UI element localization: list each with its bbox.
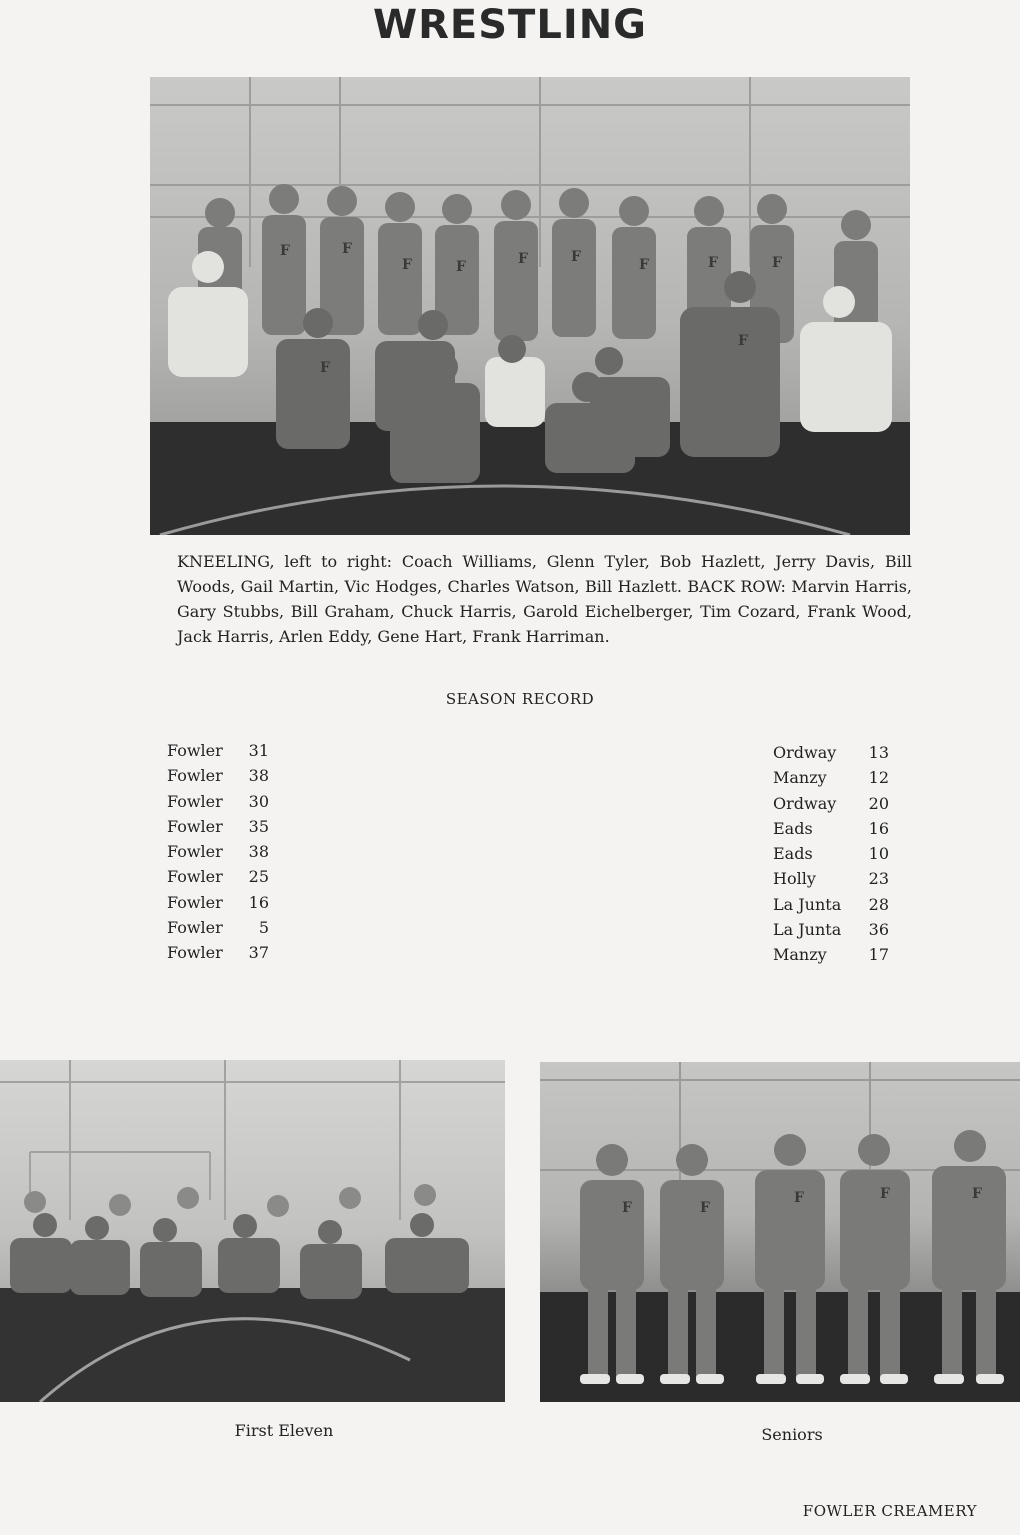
score-row bbox=[167, 864, 269, 889]
team-name: Holly bbox=[773, 869, 816, 889]
svg-text:F: F bbox=[342, 241, 352, 257]
score-row bbox=[167, 940, 269, 965]
score-row bbox=[773, 765, 889, 790]
svg-text:F: F bbox=[456, 259, 466, 275]
score-row bbox=[773, 942, 889, 967]
team-name: Fowler bbox=[167, 816, 223, 836]
seniors-photo bbox=[540, 1062, 1020, 1402]
first-eleven-photo bbox=[0, 1060, 505, 1402]
team-name: Fowler bbox=[167, 766, 223, 786]
team-name: Fowler bbox=[167, 867, 223, 887]
team-score: 17 bbox=[868, 945, 889, 965]
team-score: 38 bbox=[248, 842, 269, 862]
team-name: Manzy bbox=[773, 768, 827, 788]
team-score: 36 bbox=[868, 920, 889, 940]
score-row bbox=[167, 890, 269, 915]
svg-text:F: F bbox=[639, 257, 649, 273]
team-score: 13 bbox=[868, 743, 889, 762]
svg-text:F: F bbox=[280, 243, 290, 259]
team-name: Fowler bbox=[167, 943, 223, 963]
score-row bbox=[773, 841, 889, 866]
team-name: Fowler bbox=[167, 791, 223, 811]
score-row bbox=[167, 789, 269, 814]
team-photo bbox=[150, 77, 910, 535]
team-name: Fowler bbox=[167, 892, 223, 912]
opponent-scores-list bbox=[773, 740, 889, 968]
team-score: 35 bbox=[248, 816, 269, 836]
team-score: 20 bbox=[868, 793, 889, 813]
first-eleven-caption: First Eleven bbox=[234, 1421, 334, 1440]
seniors-caption: Seniors bbox=[761, 1425, 823, 1444]
team-score: 28 bbox=[868, 894, 889, 914]
team-name: La Junta bbox=[773, 920, 842, 940]
page-footer: FOWLER CREAMERY bbox=[802, 1502, 977, 1520]
team-name: Fowler bbox=[167, 918, 223, 938]
score-row bbox=[773, 892, 889, 917]
score-row bbox=[773, 791, 889, 816]
svg-text:F: F bbox=[708, 255, 718, 271]
page-title: WRESTLING bbox=[372, 2, 648, 48]
score-row bbox=[167, 763, 269, 788]
team-photo-caption: KNEELING, left to right: Coach Williams, Glenn Tyler, Bob Hazlett, Jerry Davis, Bill Woods, Gail Martin, Vic Hodges, Charles Watson, Bill Hazlett. BACK ROW: Marvin Harris, Gary Stubbs, Bill Graham, Chuck Harris, Garold Eichelberger, Tim Cozard, Frank Wood, Jack Harris, Arlen Eddy, Gene Hart, Frank Harriman. bbox=[177, 552, 912, 646]
team-name: Eads bbox=[773, 844, 813, 864]
svg-text:F: F bbox=[772, 255, 782, 271]
score-row bbox=[773, 917, 889, 942]
team-score: 16 bbox=[868, 818, 889, 838]
team-score: 16 bbox=[248, 892, 269, 912]
team-score: 10 bbox=[868, 844, 889, 864]
score-row bbox=[773, 866, 889, 891]
team-name: Ordway bbox=[773, 743, 837, 762]
team-score: 5 bbox=[258, 918, 269, 938]
score-row bbox=[167, 814, 269, 839]
score-row bbox=[167, 738, 269, 763]
team-score: 23 bbox=[868, 869, 889, 889]
svg-text:F: F bbox=[700, 1200, 710, 1216]
score-row bbox=[167, 915, 269, 940]
team-name: Ordway bbox=[773, 793, 837, 813]
team-name: Fowler bbox=[167, 842, 223, 862]
team-score: 31 bbox=[248, 741, 269, 760]
svg-text:F: F bbox=[320, 360, 330, 376]
score-row bbox=[773, 816, 889, 841]
team-score: 37 bbox=[248, 943, 269, 963]
team-score: 25 bbox=[248, 867, 269, 887]
svg-text:F: F bbox=[972, 1186, 982, 1202]
team-name: Eads bbox=[773, 818, 813, 838]
fowler-scores-list bbox=[167, 738, 269, 966]
svg-text:F: F bbox=[880, 1186, 890, 1202]
score-row bbox=[773, 740, 889, 765]
score-row bbox=[167, 839, 269, 864]
team-score: 30 bbox=[248, 791, 269, 811]
svg-text:F: F bbox=[571, 249, 581, 265]
team-score: 12 bbox=[868, 768, 889, 788]
season-record-heading: SEASON RECORD bbox=[445, 690, 595, 708]
svg-text:F: F bbox=[402, 257, 412, 273]
team-name: La Junta bbox=[773, 894, 842, 914]
svg-text:F: F bbox=[518, 251, 528, 267]
team-name: Manzy bbox=[773, 945, 827, 965]
team-score: 38 bbox=[248, 766, 269, 786]
team-name: Fowler bbox=[167, 741, 223, 760]
svg-text:F: F bbox=[622, 1200, 632, 1216]
svg-text:F: F bbox=[794, 1190, 804, 1206]
svg-text:F: F bbox=[738, 333, 748, 349]
